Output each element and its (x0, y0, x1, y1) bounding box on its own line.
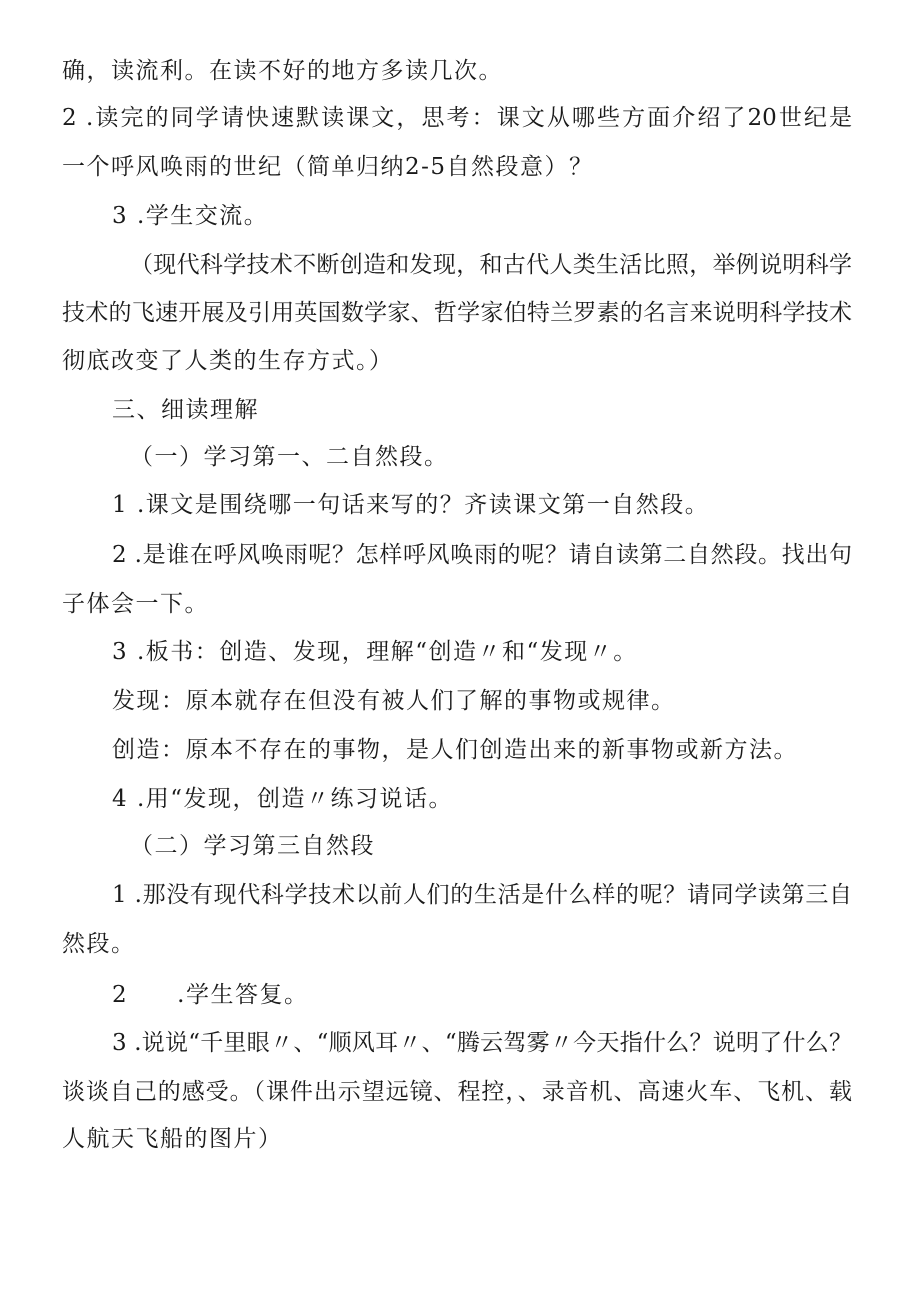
subsection-heading: （一）学习第一、二自然段。 (130, 444, 449, 470)
text-line: 1 .那没有现代科学技术以前人们的生活是什么样的呢？请同学读第三自 (112, 882, 852, 908)
text-line: 人航天飞船的图片） (62, 1126, 283, 1152)
text-line: 一个呼风唤雨的世纪（简单归纳2-5自然段意）？ (62, 154, 594, 180)
text-line: 子体会一下。 (62, 591, 209, 617)
text-line: （现代科学技术不断创造和发现，和古代人类生活比照，举例说明科学 (130, 252, 852, 278)
subsection-heading: （二）学习第三自然段 (130, 833, 375, 859)
text-line: 3 .说说“千里眼〃、“顺风耳〃、“腾云驾雾〃今天指什么？说明了什么？ (112, 1030, 852, 1056)
text-line: 3 .学生交流。 (112, 203, 269, 229)
text-line: 发现：原本就存在但没有被人们了解的事物或规律。 (112, 688, 676, 714)
text-line: 创造：原本不存在的事物，是人们创造出来的新事物或新方法。 (112, 737, 798, 763)
text-line: 彻底改变了人类的生存方式。） (62, 348, 394, 374)
text-line: 2 .是谁在呼风唤雨呢？怎样呼风唤雨的呢？请自读第二自然段。找出句 (112, 542, 852, 568)
text-line: 谈谈自己的感受。（课件出示望远镜、程控，、录音机、高速火车、飞机、载 (62, 1079, 852, 1105)
text-line: 2 .读完的同学请快速默读课文，思考：课文从哪些方面介绍了20世纪是 (62, 105, 852, 131)
text-line: 1 .课文是围绕哪一句话来写的？齐读课文第一自然段。 (112, 492, 710, 518)
section-heading: 三、细读理解 (112, 397, 259, 423)
text-line: 确，读流利。在读不好的地方多读几次。 (62, 58, 503, 84)
text-line: 技术的飞速开展及引用英国数学家、哲学家伯特兰罗素的名言来说明科学技术 (62, 300, 852, 326)
text-line: 4 .用“发现，创造〃练习说话。 (112, 786, 454, 812)
text-line: 2 .学生答复。 (112, 982, 309, 1008)
text-line: 然段。 (62, 931, 136, 957)
text-line: 3 .板书：创造、发现，理解“创造〃和“发现〃。 (112, 639, 638, 665)
